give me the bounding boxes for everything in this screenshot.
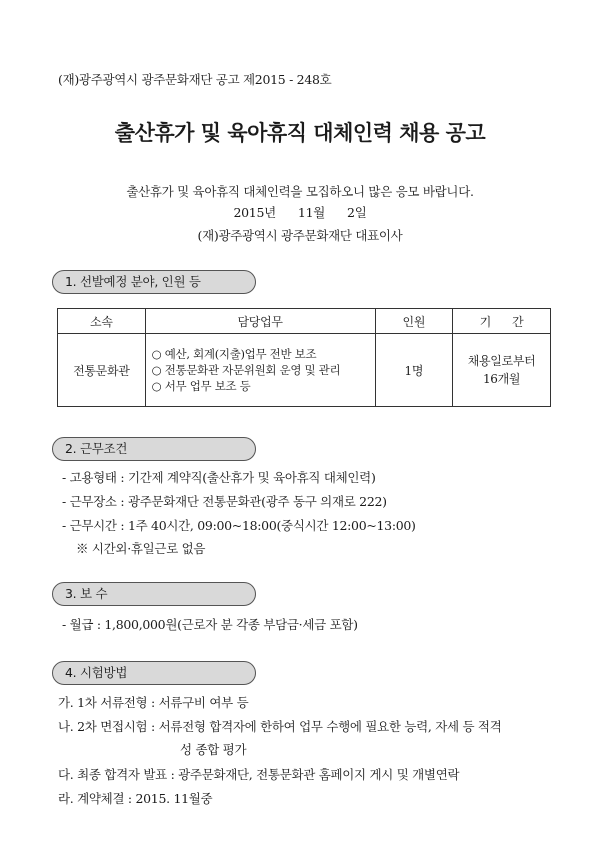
count-cell: 1명 — [375, 334, 453, 407]
table-row — [58, 334, 551, 407]
announcement-date: 2015년 11월 2일 — [233, 205, 367, 220]
exam-step-c: 다. 최종 합격자 발표 : 광주문화재단, 전통문화관 홈페이지 게시 및 개별연락 — [58, 767, 460, 782]
section-3-header: 3. 보 수 — [52, 582, 256, 606]
department-cell: 전통문화관 — [58, 334, 146, 407]
column-header-department: 소속 — [58, 309, 146, 334]
intro-message: 출산휴가 및 육아휴직 대체인력을 모집하오니 많은 응모 바랍니다. — [126, 184, 474, 199]
exam-step-b-continued: 성 종합 평가 — [180, 742, 247, 757]
duty-item: ○ 서무 업무 보조 등 — [151, 379, 251, 393]
exam-step-d: 라. 계약체결 : 2015. 11월중 — [58, 791, 213, 806]
exam-step-a: 가. 1차 서류전형 : 서류구비 여부 등 — [58, 695, 249, 710]
work-hours: - 근무시간 : 1주 40시간, 09:00~18:00(중식시간 12:00~13:00) — [62, 518, 416, 533]
positions-table — [57, 308, 551, 407]
period-line-2: 16개월 — [482, 372, 521, 386]
duty-item: ○ 예산, 회계(지출)업무 전반 보조 — [151, 347, 317, 361]
column-header-duties: 담당업무 — [145, 309, 375, 334]
section-4-header: 4. 시험방법 — [52, 661, 256, 685]
issuer: (재)광주광역시 광주문화재단 대표이사 — [197, 228, 403, 243]
column-header-count: 인원 — [375, 309, 453, 334]
section-2-header: 2. 근무조건 — [52, 437, 256, 461]
document-number: (재)광주광역시 광주문화재단 공고 제2015 - 248호 — [58, 72, 332, 87]
period-line-1: 채용일로부터 — [467, 354, 536, 368]
column-header-period: 기 간 — [453, 309, 551, 334]
overtime-note: ※ 시간외·휴일근로 없음 — [76, 541, 206, 556]
duties-cell — [145, 334, 375, 407]
period-cell — [453, 334, 551, 407]
duty-item: ○ 전통문화관 자문위원회 운영 및 관리 — [151, 363, 341, 377]
work-location: - 근무장소 : 광주문화재단 전통문화관(광주 동구 의재로 222) — [62, 494, 387, 509]
employment-type: - 고용형태 : 기간제 계약직(출산휴가 및 육아휴직 대체인력) — [62, 470, 376, 485]
section-1-header: 1. 선발예정 분야, 인원 등 — [52, 270, 256, 294]
exam-step-b: 나. 2차 면접시험 : 서류전형 합격자에 한하여 업무 수행에 필요한 능력, 자세 등 적격 — [58, 719, 502, 734]
table-header-row — [58, 309, 551, 334]
salary: - 월급 : 1,800,000원(근로자 분 각종 부담금·세금 포함) — [62, 617, 358, 632]
page-title: 출산휴가 및 육아휴직 대체인력 채용 공고 — [114, 121, 486, 145]
